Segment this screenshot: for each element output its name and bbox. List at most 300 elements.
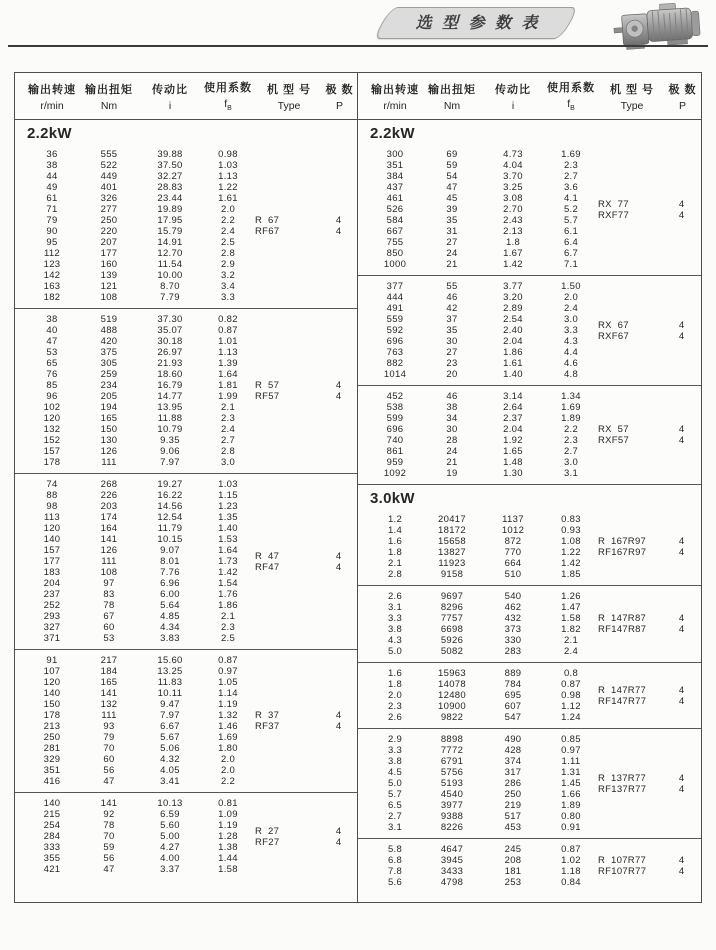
model-poles-group bbox=[598, 839, 698, 893]
ratio-cell: 889 bbox=[504, 668, 522, 679]
speed-cell: 763 bbox=[386, 347, 404, 358]
column-header-zh: 机 型 号 bbox=[609, 83, 655, 96]
speed-cell: 204 bbox=[43, 578, 61, 589]
torque-cell: 4798 bbox=[440, 877, 464, 888]
speed-cell: 4.3 bbox=[387, 635, 403, 646]
torque-cell: 56 bbox=[103, 765, 115, 776]
torque-cell: 10900 bbox=[438, 701, 466, 712]
power-section-label: 2.2kW bbox=[370, 125, 415, 142]
speed-cell: 38 bbox=[46, 314, 58, 325]
speed-cell: 79 bbox=[46, 215, 58, 226]
ratio-cell: 37.30 bbox=[157, 314, 183, 325]
factor-cell: 1.14 bbox=[218, 688, 238, 699]
pole-count: 4 bbox=[678, 695, 685, 707]
factor-cell: 0.97 bbox=[561, 745, 581, 756]
torque-cell: 108 bbox=[100, 292, 118, 303]
model-type: RX 77 bbox=[598, 198, 629, 210]
column-header-row bbox=[358, 73, 701, 120]
column-header bbox=[598, 81, 666, 112]
torque-cell: 326 bbox=[100, 193, 118, 204]
speed-cell: 300 bbox=[386, 149, 404, 160]
speed-cell: 178 bbox=[43, 710, 61, 721]
pole-count: 4 bbox=[678, 613, 685, 624]
column-header-row bbox=[15, 73, 357, 120]
ratio-cell: 6.59 bbox=[160, 809, 180, 820]
factor-cell: 1.03 bbox=[218, 479, 238, 490]
torque-cell: 177 bbox=[100, 248, 118, 259]
speed-cell: 182 bbox=[43, 292, 61, 303]
speed-cell: 3.1 bbox=[387, 602, 403, 613]
column-header-zh: 传动比 bbox=[152, 83, 188, 96]
model-type: R 107R77 bbox=[598, 855, 647, 866]
column-header bbox=[255, 81, 323, 112]
speed-cell: 559 bbox=[386, 314, 404, 325]
torque-cell: 24 bbox=[446, 446, 458, 457]
model-line bbox=[598, 320, 698, 331]
torque-cell: 6791 bbox=[440, 756, 464, 767]
speed-cell: 755 bbox=[386, 237, 404, 248]
factor-cell: 0.87 bbox=[561, 844, 581, 855]
torque-cell: 47 bbox=[103, 864, 115, 875]
factor-cell: 2.0 bbox=[220, 765, 236, 776]
speed-cell: 371 bbox=[43, 633, 61, 644]
speed-cell: 90 bbox=[46, 226, 58, 237]
ratio-cell: 9.06 bbox=[160, 446, 180, 457]
factor-cell: 1.46 bbox=[218, 721, 238, 732]
model-poles-group bbox=[598, 509, 698, 585]
speed-cell: 3.3 bbox=[387, 613, 403, 624]
ratio-cell: 1.30 bbox=[503, 468, 523, 479]
speed-cell: 102 bbox=[43, 402, 61, 413]
torque-cell: 111 bbox=[101, 457, 117, 468]
model-type: RF137R77 bbox=[598, 783, 647, 795]
factor-cell: 1.09 bbox=[218, 809, 238, 820]
factor-cell: 1.22 bbox=[218, 182, 238, 193]
factor-cell: 4.6 bbox=[563, 358, 579, 369]
ratio-cell: 9.47 bbox=[160, 699, 180, 710]
torque-cell: 226 bbox=[100, 490, 118, 501]
torque-cell: 8296 bbox=[440, 602, 464, 613]
model-poles-group bbox=[255, 144, 355, 308]
model-line bbox=[598, 784, 698, 795]
torque-cell: 11923 bbox=[438, 558, 466, 569]
ratio-cell: 607 bbox=[504, 701, 522, 712]
torque-cell: 164 bbox=[100, 523, 118, 534]
factor-cell: 0.98 bbox=[561, 690, 581, 701]
column-header-zh: 极 数 bbox=[668, 83, 697, 96]
speed-cell: 2.3 bbox=[387, 701, 403, 712]
speed-cell: 120 bbox=[43, 677, 61, 688]
torque-cell: 160 bbox=[100, 259, 118, 270]
model-type: RF147R87 bbox=[598, 624, 647, 635]
torque-cell: 207 bbox=[100, 237, 118, 248]
ratio-cell: 35.07 bbox=[157, 325, 183, 336]
factor-cell: 1.44 bbox=[218, 853, 238, 864]
data-block bbox=[358, 386, 701, 484]
model-line bbox=[255, 391, 355, 402]
torque-cell: 234 bbox=[100, 380, 118, 391]
factor-cell: 1.19 bbox=[218, 820, 238, 831]
ratio-cell: 3.41 bbox=[160, 776, 180, 787]
model-poles-group bbox=[255, 650, 355, 792]
speed-cell: 237 bbox=[43, 589, 61, 600]
speed-cell: 1.6 bbox=[387, 536, 403, 547]
data-block bbox=[358, 276, 701, 385]
ratio-cell: 12.54 bbox=[157, 512, 183, 523]
speed-cell: 526 bbox=[386, 204, 404, 215]
speed-cell: 592 bbox=[386, 325, 404, 336]
torque-cell: 30 bbox=[446, 424, 458, 435]
torque-cell: 46 bbox=[446, 292, 458, 303]
torque-cell: 47 bbox=[446, 182, 458, 193]
factor-cell: 2.5 bbox=[220, 633, 236, 644]
factor-cell: 1.54 bbox=[218, 578, 238, 589]
factor-cell: 1.85 bbox=[561, 569, 581, 580]
torque-cell: 5082 bbox=[440, 646, 464, 657]
gearmotor-image bbox=[612, 1, 706, 51]
speed-cell: 98 bbox=[46, 501, 58, 512]
torque-cell: 375 bbox=[100, 347, 118, 358]
torque-cell: 126 bbox=[100, 446, 118, 457]
ratio-cell: 37.50 bbox=[157, 160, 183, 171]
torque-cell: 31 bbox=[446, 226, 458, 237]
factor-cell: 7.1 bbox=[563, 259, 579, 270]
speed-cell: 183 bbox=[43, 567, 61, 578]
ratio-cell: 16.22 bbox=[157, 490, 183, 501]
speed-cell: 2.6 bbox=[387, 712, 403, 723]
torque-cell: 12480 bbox=[438, 690, 466, 701]
ratio-cell: 5.06 bbox=[160, 743, 180, 754]
torque-cell: 60 bbox=[103, 754, 115, 765]
torque-cell: 78 bbox=[103, 820, 115, 831]
torque-cell: 111 bbox=[101, 710, 117, 721]
data-block bbox=[358, 729, 701, 838]
factor-cell: 6.1 bbox=[563, 226, 579, 237]
speed-cell: 491 bbox=[386, 303, 404, 314]
pole-count: 4 bbox=[335, 550, 342, 562]
torque-cell: 8898 bbox=[440, 734, 464, 745]
factor-cell: 1.40 bbox=[218, 523, 238, 534]
speed-cell: 5.0 bbox=[387, 646, 403, 657]
ratio-cell: 11.83 bbox=[157, 677, 183, 688]
factor-cell: 2.7 bbox=[563, 446, 579, 457]
ratio-cell: 8.70 bbox=[160, 281, 180, 292]
torque-cell: 108 bbox=[100, 567, 118, 578]
model-type: R 147R77 bbox=[598, 684, 647, 696]
torque-cell: 60 bbox=[103, 622, 115, 633]
column-header-unit: $f_B$ bbox=[567, 98, 575, 113]
model-type: R 27 bbox=[255, 825, 280, 837]
speed-cell: 96 bbox=[46, 391, 58, 402]
model-type: R 137R77 bbox=[598, 772, 647, 784]
factor-cell: 1.73 bbox=[218, 556, 238, 567]
pole-count: 4 bbox=[678, 330, 685, 342]
pole-count: 4 bbox=[335, 721, 342, 732]
torque-cell: 268 bbox=[100, 479, 118, 490]
model-line bbox=[598, 613, 698, 624]
speed-cell: 6.8 bbox=[387, 855, 403, 866]
ratio-cell: 540 bbox=[504, 591, 522, 602]
torque-cell: 93 bbox=[103, 721, 115, 732]
speed-cell: 599 bbox=[386, 413, 404, 424]
ratio-cell: 547 bbox=[504, 712, 522, 723]
ratio-cell: 13.95 bbox=[157, 402, 183, 413]
factor-cell: 3.0 bbox=[563, 457, 579, 468]
speed-cell: 107 bbox=[43, 666, 61, 677]
factor-cell: 1.80 bbox=[218, 743, 238, 754]
model-line bbox=[598, 547, 698, 558]
factor-cell: 5.7 bbox=[563, 215, 579, 226]
torque-cell: 5756 bbox=[440, 767, 464, 778]
factor-cell: 2.0 bbox=[220, 204, 236, 215]
torque-cell: 141 bbox=[100, 798, 118, 809]
factor-cell: 2.3 bbox=[563, 160, 579, 171]
torque-cell: 3433 bbox=[440, 866, 464, 877]
torque-cell: 121 bbox=[100, 281, 118, 292]
factor-cell: 1.18 bbox=[561, 866, 581, 877]
torque-cell: 522 bbox=[100, 160, 118, 171]
factor-cell: 2.4 bbox=[220, 424, 236, 435]
torque-cell: 555 bbox=[100, 149, 118, 160]
ratio-cell: 6.67 bbox=[160, 721, 180, 732]
ratio-cell: 14.56 bbox=[157, 501, 183, 512]
data-block bbox=[358, 839, 701, 893]
speed-cell: 44 bbox=[46, 171, 58, 182]
factor-cell: 1.12 bbox=[561, 701, 581, 712]
column-header bbox=[79, 81, 139, 112]
ratio-cell: 9.07 bbox=[160, 545, 180, 556]
factor-cell: 2.0 bbox=[220, 754, 236, 765]
column-header-zh: 输出扭矩 bbox=[85, 83, 133, 96]
factor-cell: 1.32 bbox=[218, 710, 238, 721]
torque-cell: 27 bbox=[446, 347, 458, 358]
speed-cell: 140 bbox=[43, 534, 61, 545]
factor-cell: 1.89 bbox=[561, 800, 581, 811]
torque-cell: 24 bbox=[446, 248, 458, 259]
torque-cell: 205 bbox=[100, 391, 118, 402]
column-header bbox=[368, 81, 422, 112]
speed-cell: 538 bbox=[386, 402, 404, 413]
speed-cell: 49 bbox=[46, 182, 58, 193]
factor-cell: 3.0 bbox=[220, 457, 236, 468]
torque-cell: 9158 bbox=[440, 569, 464, 580]
ratio-cell: 6.96 bbox=[160, 578, 180, 589]
pole-count: 4 bbox=[335, 836, 342, 848]
speed-cell: 1.2 bbox=[387, 514, 403, 525]
model-type: RXF57 bbox=[598, 435, 630, 446]
torque-cell: 250 bbox=[100, 215, 118, 226]
torque-cell: 519 bbox=[100, 314, 118, 325]
factor-cell: 2.4 bbox=[220, 226, 236, 237]
torque-cell: 38 bbox=[446, 402, 458, 413]
ratio-cell: 3.08 bbox=[503, 193, 523, 204]
ratio-cell: 32.27 bbox=[157, 171, 183, 182]
factor-cell: 1.53 bbox=[218, 534, 238, 545]
torque-cell: 59 bbox=[446, 160, 458, 171]
ratio-cell: 1.92 bbox=[503, 435, 523, 446]
ratio-cell: 4.34 bbox=[160, 622, 180, 633]
ratio-cell: 2.13 bbox=[503, 226, 523, 237]
speed-cell: 2.6 bbox=[387, 591, 403, 602]
speed-cell: 76 bbox=[46, 369, 58, 380]
ratio-cell: 15.79 bbox=[157, 226, 183, 237]
ratio-cell: 23.44 bbox=[157, 193, 183, 204]
model-line bbox=[598, 435, 698, 446]
ratio-cell: 374 bbox=[504, 756, 522, 767]
factor-cell: 1.64 bbox=[218, 369, 238, 380]
model-line bbox=[255, 562, 355, 573]
torque-cell: 3945 bbox=[440, 855, 464, 866]
factor-cell: 1.86 bbox=[218, 600, 238, 611]
model-type: R 47 bbox=[255, 550, 280, 562]
factor-cell: 3.6 bbox=[563, 182, 579, 193]
column-header-unit: i bbox=[168, 99, 172, 112]
model-type: R 37 bbox=[255, 710, 280, 721]
speed-cell: 88 bbox=[46, 490, 58, 501]
ratio-cell: 2.37 bbox=[503, 413, 523, 424]
model-type: R 167R97 bbox=[598, 536, 647, 547]
speed-cell: 437 bbox=[386, 182, 404, 193]
torque-cell: 21 bbox=[446, 259, 458, 270]
column-header-zh: 传动比 bbox=[495, 83, 531, 96]
factor-cell: 0.97 bbox=[218, 666, 238, 677]
column-header-zh: 使用系数 bbox=[547, 82, 595, 95]
factor-cell: 3.2 bbox=[220, 270, 236, 281]
data-block bbox=[15, 793, 357, 880]
speed-cell: 667 bbox=[386, 226, 404, 237]
ratio-cell: 15.60 bbox=[157, 655, 183, 666]
column-header-zh: 使用系数 bbox=[204, 82, 252, 95]
factor-cell: 0.93 bbox=[561, 525, 581, 536]
torque-cell: 5926 bbox=[440, 635, 464, 646]
ratio-cell: 253 bbox=[504, 877, 522, 888]
torque-cell: 69 bbox=[446, 149, 458, 160]
ratio-cell: 695 bbox=[504, 690, 522, 701]
speed-cell: 1.8 bbox=[387, 547, 403, 558]
torque-cell: 9822 bbox=[440, 712, 464, 723]
torque-cell: 20 bbox=[446, 369, 458, 380]
torque-cell: 6698 bbox=[440, 624, 464, 635]
torque-cell: 7772 bbox=[440, 745, 464, 756]
speed-cell: 327 bbox=[43, 622, 61, 633]
ratio-cell: 2.04 bbox=[503, 424, 523, 435]
model-line bbox=[255, 551, 355, 562]
pole-count: 4 bbox=[335, 825, 342, 837]
torque-cell: 165 bbox=[100, 677, 118, 688]
model-type: RF167R97 bbox=[598, 547, 647, 558]
speed-cell: 384 bbox=[386, 171, 404, 182]
speed-cell: 95 bbox=[46, 237, 58, 248]
speed-cell: 61 bbox=[46, 193, 58, 204]
speed-cell: 250 bbox=[43, 732, 61, 743]
torque-cell: 194 bbox=[100, 402, 118, 413]
speed-cell: 2.7 bbox=[387, 811, 403, 822]
torque-cell: 56 bbox=[103, 853, 115, 864]
factor-cell: 1.05 bbox=[218, 677, 238, 688]
speed-cell: 1014 bbox=[383, 369, 407, 380]
factor-cell: 2.8 bbox=[220, 446, 236, 457]
data-block bbox=[358, 144, 701, 275]
ratio-cell: 3.20 bbox=[503, 292, 523, 303]
factor-cell: 1.24 bbox=[561, 712, 581, 723]
model-poles-group bbox=[598, 729, 698, 838]
ratio-cell: 3.14 bbox=[503, 391, 523, 402]
power-section-label: 2.2kW bbox=[27, 125, 72, 142]
pole-count: 4 bbox=[335, 380, 342, 391]
factor-cell: 3.3 bbox=[220, 292, 236, 303]
factor-cell: 1.58 bbox=[561, 613, 581, 624]
torque-cell: 39 bbox=[446, 204, 458, 215]
column-header-zh: 输出扭矩 bbox=[428, 83, 476, 96]
torque-cell: 47 bbox=[103, 776, 115, 787]
table-right-half bbox=[358, 73, 701, 902]
speed-cell: 461 bbox=[386, 193, 404, 204]
ratio-cell: 317 bbox=[504, 767, 522, 778]
ratio-cell: 7.97 bbox=[160, 710, 180, 721]
ratio-cell: 2.04 bbox=[503, 336, 523, 347]
ratio-cell: 5.60 bbox=[160, 820, 180, 831]
torque-cell: 126 bbox=[100, 545, 118, 556]
factor-cell: 2.9 bbox=[220, 259, 236, 270]
data-block bbox=[358, 586, 701, 662]
speed-cell: 3.1 bbox=[387, 822, 403, 833]
model-type: R 67 bbox=[255, 215, 280, 226]
model-line bbox=[255, 215, 355, 226]
speed-cell: 215 bbox=[43, 809, 61, 820]
ratio-cell: 510 bbox=[504, 569, 522, 580]
factor-cell: 2.1 bbox=[220, 611, 236, 622]
torque-cell: 70 bbox=[103, 831, 115, 842]
factor-cell: 0.84 bbox=[561, 877, 581, 888]
speed-cell: 120 bbox=[43, 413, 61, 424]
torque-cell: 3977 bbox=[440, 800, 464, 811]
speed-cell: 157 bbox=[43, 446, 61, 457]
speed-cell: 740 bbox=[386, 435, 404, 446]
model-type: RF27 bbox=[255, 836, 280, 848]
factor-cell: 1.81 bbox=[218, 380, 238, 391]
speed-cell: 3.8 bbox=[387, 756, 403, 767]
column-header-unit: P bbox=[335, 99, 343, 112]
ratio-cell: 5.00 bbox=[160, 831, 180, 842]
column-header bbox=[666, 81, 699, 112]
speed-cell: 351 bbox=[386, 160, 404, 171]
model-type: RX 67 bbox=[598, 319, 629, 331]
model-poles-group bbox=[598, 144, 698, 275]
model-poles-group bbox=[255, 474, 355, 649]
ratio-cell: 12.70 bbox=[157, 248, 183, 259]
ratio-cell: 181 bbox=[504, 866, 522, 877]
ratio-cell: 8.01 bbox=[160, 556, 180, 567]
factor-cell: 2.1 bbox=[220, 402, 236, 413]
ratio-cell: 3.77 bbox=[503, 281, 523, 292]
model-line bbox=[598, 685, 698, 696]
factor-cell: 0.82 bbox=[218, 314, 238, 325]
speed-cell: 85 bbox=[46, 380, 58, 391]
model-line bbox=[255, 226, 355, 237]
ratio-cell: 770 bbox=[504, 547, 522, 558]
model-line bbox=[598, 210, 698, 221]
column-header-unit: $f_B$ bbox=[224, 98, 232, 113]
speed-cell: 113 bbox=[43, 512, 61, 523]
ratio-cell: 5.64 bbox=[160, 600, 180, 611]
torque-cell: 45 bbox=[446, 193, 458, 204]
factor-cell: 1.64 bbox=[218, 545, 238, 556]
torque-cell: 78 bbox=[103, 600, 115, 611]
ratio-cell: 14.77 bbox=[157, 391, 183, 402]
factor-cell: 0.8 bbox=[563, 668, 579, 679]
torque-cell: 83 bbox=[103, 589, 115, 600]
factor-cell: 1.08 bbox=[561, 536, 581, 547]
